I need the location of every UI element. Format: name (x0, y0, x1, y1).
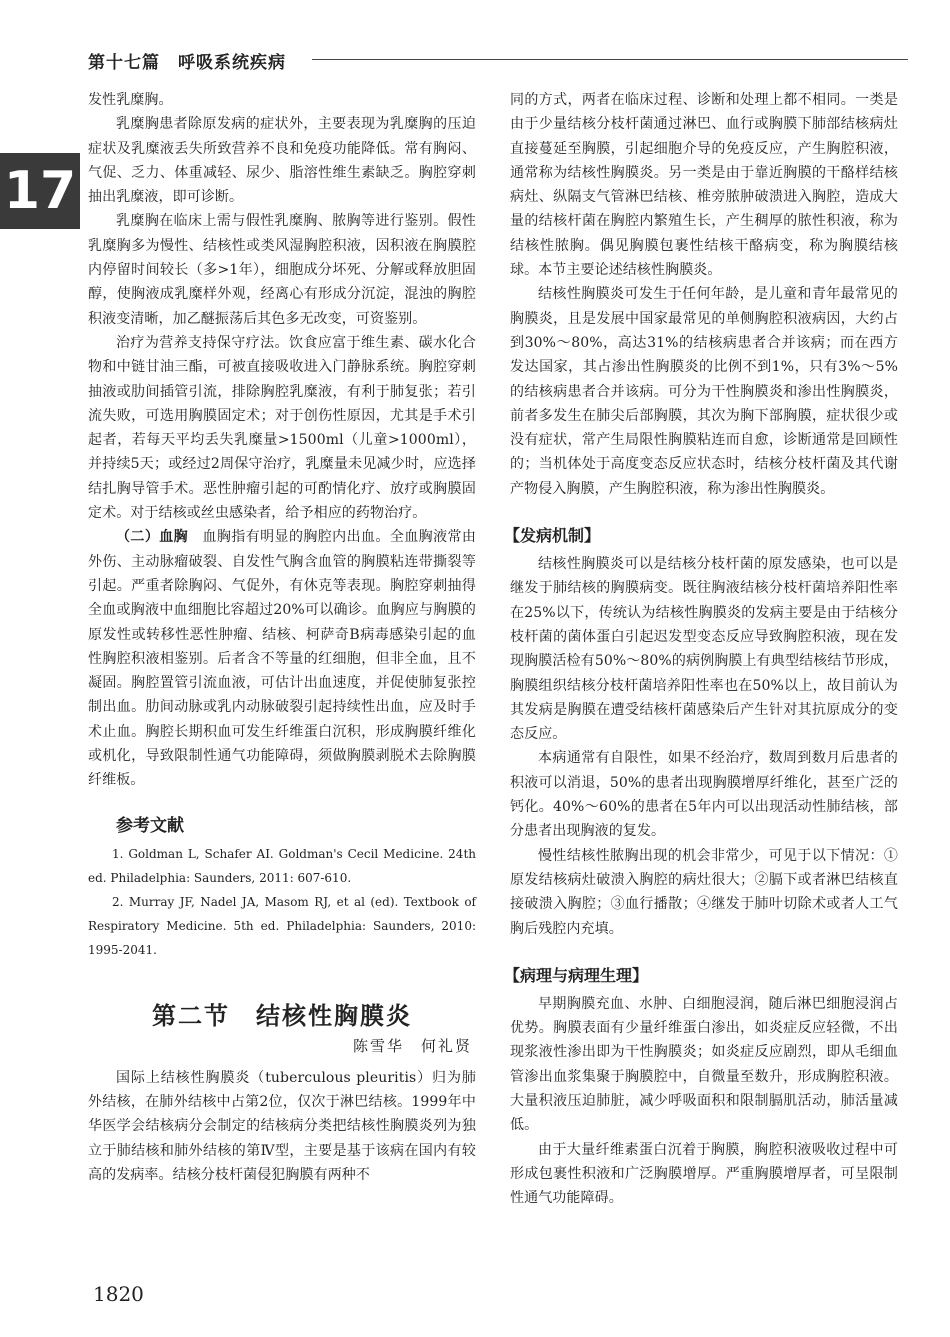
references-title: 参考文献 (116, 815, 184, 836)
right-paragraph-3: 结核性胸膜炎可以是结核分枝杆菌的原发感染，也可以是继发于肺结核的胸膜病变。既往胸液结核分枝杆菌培养阳性率在25%以下，传统认为结核性胸膜炎的发病主要是由于结核分枝杆菌的菌体蛋白引起迟发型变态反应导致胸腔积液，现在发现胸膜活检有50%～80%的病例胸膜上有典型结核结节形成，胸膜组织结核分枝杆菌培养阳性率也在50%以上，故目前认为其发病是胸膜在遭受结核杆菌感染后产生针对其抗原成分的变态反应。 (510, 556, 898, 743)
left-column (88, 88, 476, 1187)
right-paragraph-7: 由于大量纤维素蛋白沉着于胸膜，胸腔积液吸收过程中可形成包裹性积液和广泛胸膜增厚。严重胸膜增厚者，可呈限制性通气功能障碍。 (510, 1141, 898, 1207)
header-rule (312, 59, 908, 60)
left-paragraph-3: 乳糜胸在临床上需与假性乳糜胸、脓胸等进行鉴别。假性乳糜胸多为慢性、结核性或类风湿胸腔积液，因积液在胸膜腔内停留时间较长（多>1年），细胞成分坏死、分解或释放胆固醇，使胸液成乳糜样外观，经离心有形成分沉淀，混浊的胸腔积液变清晰，加乙醚振荡后其色多无改变，可资鉴别。 (88, 213, 476, 327)
hemothorax-text: 血胸指有明显的胸腔内出血。全血胸液常由外伤、主动脉瘤破裂、自发性气胸含血管的胸膜粘连带撕裂等引起。严重者除胸闷、气促外，有休克等表现。胸腔穿刺抽得全血或胸液中血细胞比容超过20%可以确诊。血胸应与胸膜的原发性或转移性恶性肿瘤、结核、柯萨奇B病毒感染引起的血性胸腔积液相鉴别。后者含不等量的红细胞，但非全血，且不凝固。胸腔置管引流血液，可估计出血速度，并促使肺复张控制出血。肋间动脉或乳内动脉破裂引起持续性出血，应及时手术止血。胸腔长期积血可发生纤维蛋白沉积，形成胸膜纤维化或机化，导致限制性通气功能障碍，须做胸膜剥脱术去除胸膜纤维板。 (88, 529, 476, 789)
heading-pathogenesis: 【发病机制】 (504, 526, 601, 546)
running-header-title: 第十七篇 呼吸系统疾病 (88, 53, 286, 73)
reference-2: 2. Murray JF, Nadel JA, Masom RJ, et al (ed). Textbook of Respiratory Medicine. 5th ed. Philadelphia: Saunders, 2010: 1995-2041. (88, 894, 476, 957)
page-number: 1820 (93, 1282, 144, 1306)
right-paragraph-2: 结核性胸膜炎可发生于任何年龄，是儿童和青年最常见的胸膜炎，且是发展中国家最常见的单侧胸腔积液病因，大约占到30%～80%，高达31%的结核病患者合并该病；而在西方发达国家，其占渗出性胸膜炎的比例不到1%，只有3%～5%的结核病患者合并该病。可分为干性胸膜炎和渗出性胸膜炎，前者多发生在肺尖后部胸膜，其次为胸下部胸膜，症状很少或没有症状，常产生局限性胸膜粘连而自愈，诊断通常是回顾性的；当机体处于高度变态反应状态时，结核分枝杆菌及其代谢产物侵入胸膜，产生胸腔积液，称为渗出性胸膜炎。 (510, 286, 898, 497)
right-paragraph-4: 本病通常有自限性，如果不经治疗，数周到数月后患者的积液可以消退，50%的患者出现胸膜增厚纤维化，甚至广泛的钙化。40%～60%的患者在5年内可以出现活动性肺结核，部分患者出现胸液的复发。 (510, 750, 898, 840)
right-paragraph-5: 慢性结核性脓胸出现的机会非常少，可见于以下情况：①原发结核病灶破溃入胸腔的病灶很大；②膈下或者淋巴结核直接破溃入胸腔；③血行播散；④继发于肺叶切除术或者人工气胸后残腔内充填。 (510, 847, 898, 937)
reference-1: 1. Goldman L, Schafer AI. Goldman's Cecil Medicine. 24th ed. Philadelphia: Saunders, 2011: 607-610. (88, 846, 476, 885)
left-paragraph-4: 治疗为营养支持保守疗法。饮食应富于维生素、碳水化合物和中链甘油三酯，可被直接吸收进入门静脉系统。胸腔穿刺抽液或肋间插管引流，排除胸腔乳糜液，有利于肺复张；若引流失败，可选用胸膜固定术；对于创伤性原因，尤其是手术引起者，若每天平均丢失乳糜量>1500ml（儿童>1000ml），并持续5天；或经过2周保守治疗，乳糜量未见减少时，应选择结扎胸导管手术。恶性肿瘤引起的可酌情化疗、放疗或胸膜固定术。对于结核或丝虫感染者，给予相应的药物治疗。 (88, 334, 476, 522)
authors: 陈雪华 何礼贤 (352, 1036, 472, 1055)
left-paragraph-5 (88, 525, 476, 792)
section-title: 第二节 结核性胸膜炎 (152, 1000, 412, 1030)
heading-pathology: 【病理与病理生理】 (504, 965, 649, 985)
right-column (504, 88, 898, 1210)
left-paragraph-6: 国际上结核性胸膜炎（tuberculous pleuritis）归为肺外结核，在肺外结核中占第2位，仅次于淋巴结核。1999年中华医学会结核病分会制定的结核病分类把结核性胸膜炎列为独立于肺结核和肺外结核的第Ⅳ型，主要是基于该病在国内有较高的发病率。结核分枝杆菌侵犯胸膜有两种不 (88, 1069, 476, 1183)
hemothorax-heading: （二）血胸 (116, 529, 189, 546)
right-paragraph-1: 同的方式，两者在临床过程、诊断和处理上都不相同。一类是由于少量结核分枝杆菌通过淋巴、血行或胸膜下肺部结核病灶直接蔓延至胸膜，引起细胞介导的免疫反应，产生胸腔积液，通常称为结核性胸膜炎。另一类是由于靠近胸膜的干酪样结核病灶、纵隔支气管淋巴结核、椎旁脓肿破溃进入胸腔，造成大量的结核杆菌在胸腔内繁殖生长，产生稠厚的脓性积液，称为结核性脓胸。偶见胸膜包裹性结核干酪病变，称为胸膜结核球。本节主要论述结核性胸膜炎。 (510, 92, 898, 279)
right-paragraph-6: 早期胸膜充血、水肿、白细胞浸润，随后淋巴细胞浸润占优势。胸膜表面有少量纤维蛋白渗出，如炎症反应轻微，不出现浆液性渗出即为干性胸膜炎；如炎症反应剧烈，即从毛细血管渗出血浆集聚于胸膜腔中，自微量至数升，形成胸腔积液。大量积液压迫肺脏，减少呼吸面积和限制膈肌活动，肺活量减低。 (510, 995, 898, 1134)
left-paragraph-1: 发性乳糜胸。 (88, 92, 173, 108)
chapter-tab: 17 (0, 153, 80, 229)
left-paragraph-2: 乳糜胸患者除原发病的症状外，主要表现为乳糜胸的压迫症状及乳糜液丢失所致营养不良和免疫功能降低。常有胸闷、气促、乏力、体重减轻、尿少、脂溶性维生素缺乏。胸腔穿刺抽出乳糜液，即可诊断。 (88, 116, 476, 206)
running-header (88, 46, 908, 74)
